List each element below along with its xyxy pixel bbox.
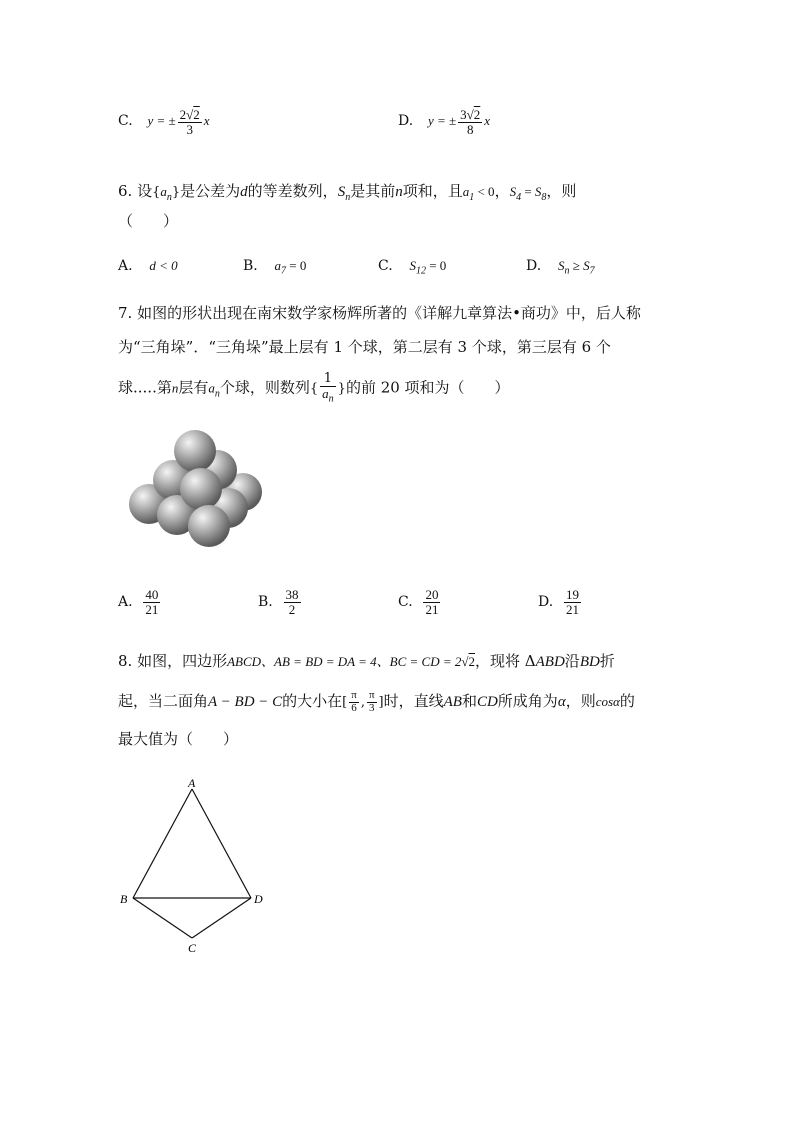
radicand: 2: [193, 107, 200, 122]
sub: n: [214, 388, 220, 400]
cond: S: [534, 184, 542, 199]
q7-option-c[interactable]: [398, 588, 442, 616]
sub: n: [564, 265, 570, 277]
edge-ab: [133, 789, 192, 898]
sub: 7: [589, 265, 595, 277]
q6-paren: （ ）: [118, 212, 179, 230]
var-n: n: [171, 380, 179, 396]
sub: n: [345, 192, 351, 203]
q6-option-b[interactable]: [243, 256, 306, 277]
text: 的大小在: [282, 692, 343, 711]
option-label: D.: [526, 258, 542, 274]
q7-option-a[interactable]: [118, 588, 162, 616]
rest: = 0: [286, 258, 307, 273]
fraction: [423, 588, 440, 616]
text: 是公差为: [180, 182, 241, 200]
q5-option-d[interactable]: [398, 108, 490, 136]
base: a: [274, 258, 282, 273]
coef: 3: [460, 107, 467, 122]
sqrt: √2: [461, 654, 476, 669]
text: 时，直线: [383, 692, 444, 711]
numerator: π: [368, 689, 375, 701]
edge-cd: [192, 898, 251, 938]
text: 的前 20 项和为（ ）: [345, 378, 510, 397]
radicand: 2: [473, 107, 481, 122]
coef: 2: [179, 107, 187, 122]
denominator: 21: [145, 601, 159, 617]
text: 所成角为: [497, 692, 558, 711]
option-label: D.: [398, 113, 414, 130]
math: A − BD − C: [208, 694, 283, 711]
fraction: [320, 372, 336, 405]
q5-d-expr: [427, 107, 491, 137]
option-label: A.: [118, 594, 133, 611]
math: cosα: [595, 694, 620, 710]
math: CD: [476, 694, 498, 711]
math: AB: [443, 694, 462, 711]
numerator: 19: [565, 587, 579, 602]
edge-bc: [133, 898, 192, 938]
denominator: 3: [186, 121, 193, 137]
brace: {: [309, 381, 319, 397]
var: x: [484, 113, 491, 129]
text: 是其前: [350, 182, 396, 200]
seq: a: [160, 184, 167, 199]
q7-stem-line2: 为“三角垛”．“三角垛”最上层有 1 个球，第二层有 3 个球，第三层有 6 个: [118, 338, 611, 356]
option-expr: [274, 258, 307, 277]
numerator: 20: [425, 587, 439, 602]
fraction: [564, 588, 581, 616]
text: 和: [461, 692, 477, 711]
eq: =: [521, 184, 535, 199]
cond: a: [462, 184, 470, 199]
q8-stem-line3: 最大值为（ ）: [118, 730, 239, 748]
denominator: 21: [425, 601, 439, 617]
option-expr: d < 0: [149, 258, 178, 273]
vertex-b-label: B: [120, 892, 128, 906]
sub: 8: [541, 192, 547, 203]
q7-option-b[interactable]: [258, 588, 303, 616]
ball: [174, 430, 216, 472]
text: 球.....第: [118, 378, 172, 397]
text: 起，当二面角: [118, 692, 209, 711]
q7-option-d[interactable]: [538, 588, 583, 616]
text: 6. 设: [118, 182, 153, 200]
numerator: π: [351, 689, 357, 701]
sub: 12: [415, 265, 426, 277]
text: 个球，则数列: [219, 378, 310, 397]
vertex-d-label: D: [254, 892, 263, 906]
denominator: 8: [466, 121, 474, 137]
expr-text: y = ±: [427, 113, 457, 129]
sub: 4: [516, 192, 522, 203]
cond: S: [509, 184, 517, 199]
expr-text: y = ±: [147, 113, 176, 129]
edge-ad: [192, 789, 251, 898]
math: BD: [579, 654, 600, 670]
fraction: [143, 588, 160, 616]
denominator: 21: [565, 601, 579, 617]
math: ABCD、AB = BD = DA = 4、BC = CD = 2: [227, 654, 462, 669]
fraction: $\frac{2√2}{3}$: [179, 107, 200, 137]
var-s: S: [337, 184, 346, 200]
fraction: [349, 690, 359, 714]
base: S: [409, 258, 416, 273]
brace: {: [152, 185, 161, 200]
option-label: B.: [243, 258, 258, 274]
sub: 7: [281, 265, 287, 277]
q6-option-a[interactable]: [118, 256, 178, 274]
bracket: [: [342, 695, 348, 711]
var-d: d: [240, 184, 248, 200]
q5-c-expr: [147, 107, 210, 137]
rest: ≥ S: [569, 258, 590, 273]
q8-stem-line1: [118, 650, 615, 671]
numerator: 40: [145, 587, 159, 602]
var-a: a: [208, 380, 215, 396]
vertex-c-label: C: [188, 941, 197, 955]
q6-stem-line1: [118, 180, 576, 203]
ball: [180, 468, 222, 510]
text: 沿: [564, 652, 580, 670]
brace: }: [171, 185, 181, 200]
var-n: n: [395, 184, 403, 200]
rel: < 0: [474, 184, 495, 199]
option-label: C.: [118, 113, 133, 130]
sub: n: [328, 393, 334, 405]
brace: }: [337, 381, 346, 397]
math: ABD: [535, 654, 565, 670]
option-label: C.: [378, 258, 393, 274]
denominator: 6: [351, 701, 357, 714]
fraction: [284, 588, 301, 616]
text: 8. 如图，四边形: [118, 652, 228, 670]
radicand: 2: [468, 654, 476, 669]
q8-stem-line2: [118, 690, 635, 714]
base: S: [557, 258, 565, 273]
rest: = 0: [425, 258, 447, 273]
text: ，则: [565, 692, 596, 711]
vertex-a-label: A: [188, 776, 196, 790]
option-label: B.: [258, 594, 273, 611]
q7-stem-line3: [118, 372, 510, 405]
numerator: 1: [320, 372, 336, 387]
option-label: A.: [118, 258, 133, 274]
bracket: ]: [378, 695, 384, 711]
option-expr: [409, 258, 447, 277]
q6-option-c[interactable]: [378, 256, 446, 277]
option-label: D.: [538, 594, 554, 611]
sub: n: [166, 192, 172, 203]
option-expr: [557, 258, 595, 277]
q7-stem-line1: 7. 如图的形状出现在南宋数学家杨辉所著的《详解九章算法•商功》中，后人称: [118, 304, 641, 322]
fraction: $\frac{3√2}{8}$: [460, 107, 481, 137]
denominator: 2: [288, 601, 296, 617]
fraction: [367, 690, 377, 714]
numerator: 38: [285, 587, 299, 602]
text: 项和，且: [402, 182, 463, 200]
text: 的等差数列，: [247, 182, 338, 200]
option-label: C.: [398, 594, 413, 611]
text: 的: [619, 692, 635, 711]
denominator: a: [322, 385, 329, 401]
var: x: [203, 113, 210, 129]
text: ，现将 Δ: [475, 652, 536, 670]
math: α: [557, 694, 566, 711]
text: 折: [599, 652, 615, 670]
q5-option-c[interactable]: [118, 108, 210, 136]
comma: ,: [360, 695, 365, 711]
ball: [188, 505, 230, 547]
sub: 1: [469, 192, 475, 203]
q6-option-d[interactable]: [526, 256, 595, 277]
text: 层有: [178, 378, 209, 397]
text: ，则: [546, 182, 577, 200]
denominator: 3: [368, 701, 375, 714]
quadrilateral-figure: [115, 775, 275, 960]
comma: ，: [494, 182, 510, 200]
triangular-pile-figure: [125, 425, 270, 550]
